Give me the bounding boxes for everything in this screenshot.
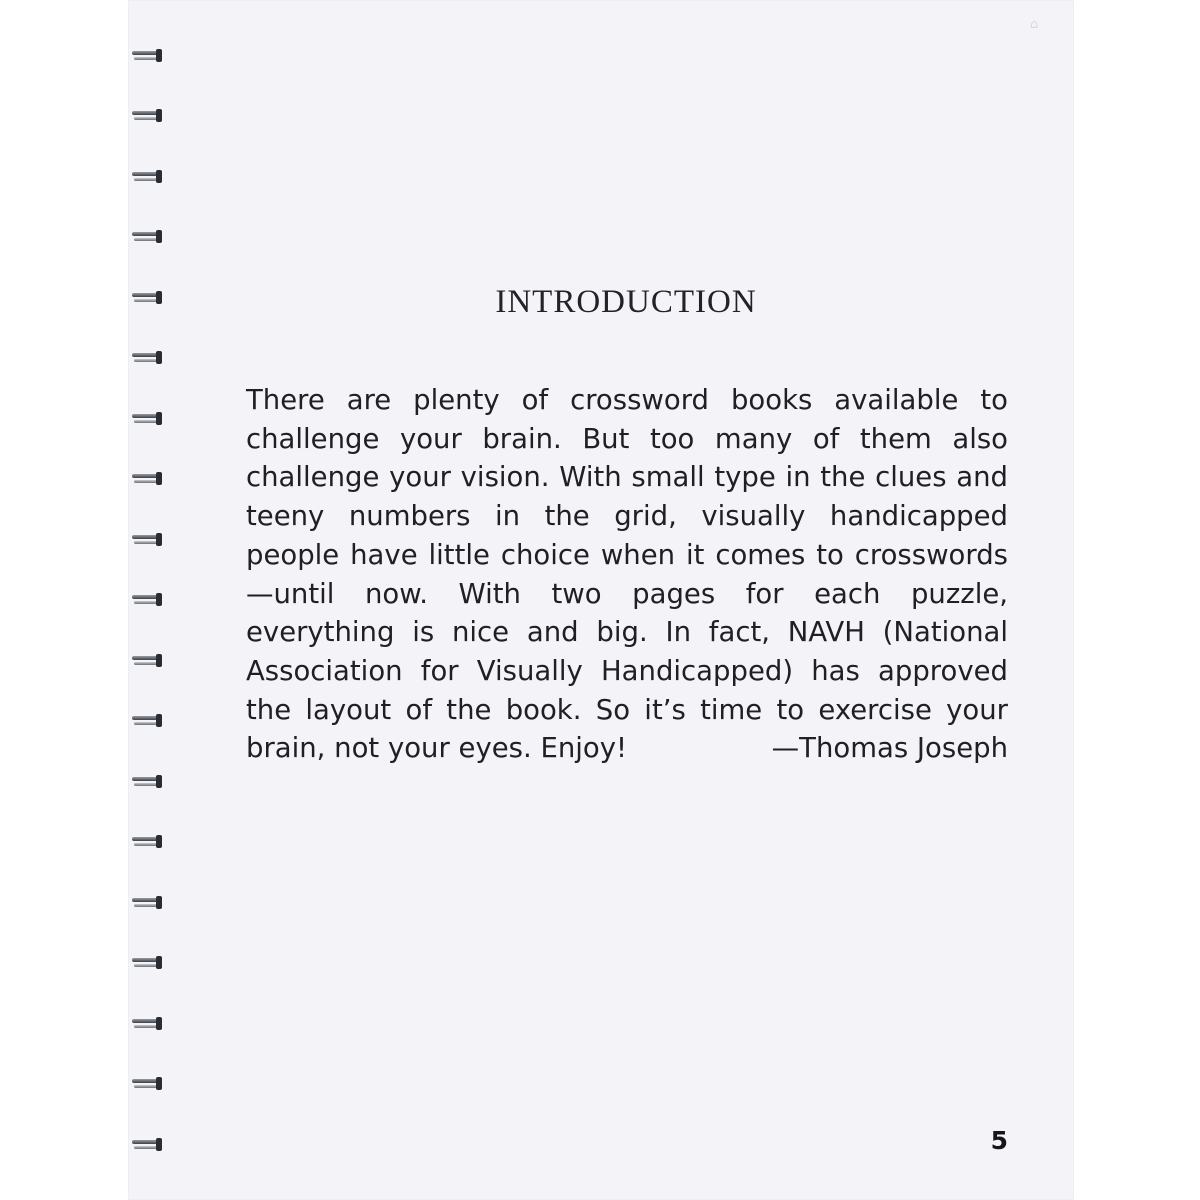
spiral-coil — [132, 590, 162, 608]
spiral-coil — [132, 832, 162, 850]
spiral-coil — [132, 1014, 162, 1032]
spiral-coil — [132, 711, 162, 729]
spiral-coil — [132, 348, 162, 366]
spiral-coil — [132, 46, 162, 64]
spiral-coil — [132, 530, 162, 548]
spiral-coil — [132, 1074, 162, 1092]
spiral-coil — [132, 288, 162, 306]
spiral-coil — [132, 772, 162, 790]
spiral-coil — [132, 409, 162, 427]
author-signature: —Thomas Joseph — [771, 732, 1008, 764]
page-title: INTRODUCTION — [495, 284, 757, 320]
spiral-coil — [132, 953, 162, 971]
spiral-coil — [132, 469, 162, 487]
spiral-coil — [132, 1135, 162, 1153]
introduction-paragraph: There are plenty of crossword books available to challenge your brain. But too many of them also challenge your vision. With small type in the clues and teeny numbers in the grid, visually handicapped people have little choice when it comes to crosswords—until now. With two pages for each puzzle, everything is nice and big. In fact, NAVH (National Association for Visually Handicapped) has approved the layout of the book. So it’s time to exercise your brain, not your eyes. Enjoy! — [246, 384, 1008, 765]
spiral-coil — [132, 227, 162, 245]
spiral-binding — [128, 0, 168, 1200]
spiral-coil — [132, 167, 162, 185]
page-number: 5 — [990, 1126, 1008, 1155]
spiral-coil — [132, 893, 162, 911]
page-corner-icon: ⌂ — [1030, 17, 1039, 32]
spiral-coil — [132, 651, 162, 669]
spiral-coil — [132, 106, 162, 124]
